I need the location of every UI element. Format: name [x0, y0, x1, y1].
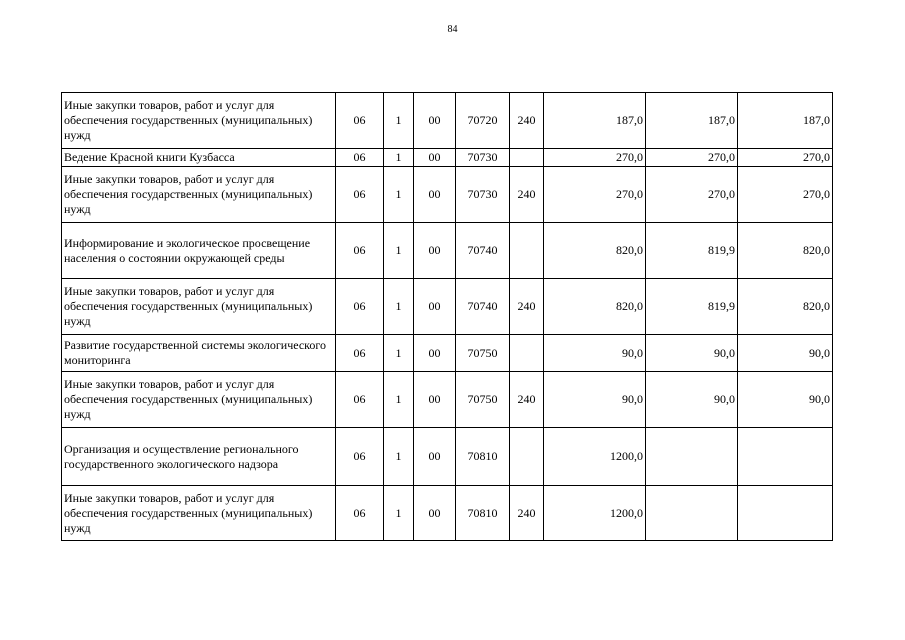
page-number: 84 [447, 24, 458, 35]
row-name: Иные закупки товаров, работ и услуг для обеспечения государственных (муниципальных) нужд [62, 93, 336, 149]
table-row [62, 149, 833, 167]
expense-type-code [510, 149, 544, 167]
amount-2: 90,0 [646, 335, 738, 372]
expense-type-code: 240 [510, 167, 544, 223]
amount-3 [738, 428, 833, 486]
program-code: 1 [384, 167, 414, 223]
program-code: 1 [384, 279, 414, 335]
program-code: 1 [384, 335, 414, 372]
amount-3: 820,0 [738, 223, 833, 279]
target-item-code: 70750 [456, 372, 510, 428]
amount-1: 1200,0 [544, 428, 646, 486]
subprogram-code: 00 [414, 486, 456, 541]
subprogram-code: 00 [414, 279, 456, 335]
row-name: Иные закупки товаров, работ и услуг для обеспечения государственных (муниципальных) нужд [62, 486, 336, 541]
amount-2: 819,9 [646, 279, 738, 335]
amount-1: 187,0 [544, 93, 646, 149]
table-row [62, 279, 833, 335]
amount-2: 90,0 [646, 372, 738, 428]
amount-2: 187,0 [646, 93, 738, 149]
target-item-code: 70730 [456, 167, 510, 223]
budget-table [61, 92, 833, 541]
expense-type-code: 240 [510, 279, 544, 335]
table-row [62, 335, 833, 372]
section-code: 06 [336, 428, 384, 486]
table-row [62, 167, 833, 223]
table-row [62, 93, 833, 149]
table-row [62, 428, 833, 486]
program-code: 1 [384, 428, 414, 486]
subprogram-code: 00 [414, 93, 456, 149]
amount-3: 90,0 [738, 372, 833, 428]
expense-type-code [510, 335, 544, 372]
amount-1: 90,0 [544, 335, 646, 372]
table-row [62, 486, 833, 541]
target-item-code: 70810 [456, 428, 510, 486]
amount-3: 90,0 [738, 335, 833, 372]
subprogram-code: 00 [414, 372, 456, 428]
section-code: 06 [336, 279, 384, 335]
amount-3: 820,0 [738, 279, 833, 335]
program-code: 1 [384, 486, 414, 541]
expense-type-code [510, 428, 544, 486]
row-name: Развитие государственной системы экологического мониторинга [62, 335, 336, 372]
section-code: 06 [336, 149, 384, 167]
table-row [62, 372, 833, 428]
target-item-code: 70740 [456, 223, 510, 279]
amount-2 [646, 486, 738, 541]
amount-2: 270,0 [646, 167, 738, 223]
amount-1: 90,0 [544, 372, 646, 428]
expense-type-code: 240 [510, 372, 544, 428]
subprogram-code: 00 [414, 428, 456, 486]
amount-1: 270,0 [544, 149, 646, 167]
expense-type-code: 240 [510, 93, 544, 149]
row-name: Информирование и экологическое просвещение населения о состоянии окружающей среды [62, 223, 336, 279]
program-code: 1 [384, 149, 414, 167]
row-name: Ведение Красной книги Кузбасса [62, 149, 336, 167]
amount-2: 819,9 [646, 223, 738, 279]
row-name: Иные закупки товаров, работ и услуг для обеспечения государственных (муниципальных) нужд [62, 372, 336, 428]
amount-3 [738, 486, 833, 541]
expense-type-code [510, 223, 544, 279]
subprogram-code: 00 [414, 167, 456, 223]
program-code: 1 [384, 223, 414, 279]
target-item-code: 70740 [456, 279, 510, 335]
amount-3: 270,0 [738, 167, 833, 223]
table-row [62, 223, 833, 279]
amount-1: 270,0 [544, 167, 646, 223]
subprogram-code: 00 [414, 335, 456, 372]
program-code: 1 [384, 93, 414, 149]
section-code: 06 [336, 223, 384, 279]
amount-2: 270,0 [646, 149, 738, 167]
amount-3: 187,0 [738, 93, 833, 149]
row-name: Организация и осуществление регионального государственного экологического надзора [62, 428, 336, 486]
amount-1: 1200,0 [544, 486, 646, 541]
section-code: 06 [336, 93, 384, 149]
amount-1: 820,0 [544, 223, 646, 279]
section-code: 06 [336, 335, 384, 372]
section-code: 06 [336, 486, 384, 541]
target-item-code: 70750 [456, 335, 510, 372]
amount-1: 820,0 [544, 279, 646, 335]
target-item-code: 70810 [456, 486, 510, 541]
target-item-code: 70730 [456, 149, 510, 167]
row-name: Иные закупки товаров, работ и услуг для обеспечения государственных (муниципальных) нужд [62, 167, 336, 223]
amount-2 [646, 428, 738, 486]
expense-type-code: 240 [510, 486, 544, 541]
section-code: 06 [336, 372, 384, 428]
section-code: 06 [336, 167, 384, 223]
row-name: Иные закупки товаров, работ и услуг для обеспечения государственных (муниципальных) нужд [62, 279, 336, 335]
program-code: 1 [384, 372, 414, 428]
amount-3: 270,0 [738, 149, 833, 167]
subprogram-code: 00 [414, 223, 456, 279]
subprogram-code: 00 [414, 149, 456, 167]
target-item-code: 70720 [456, 93, 510, 149]
